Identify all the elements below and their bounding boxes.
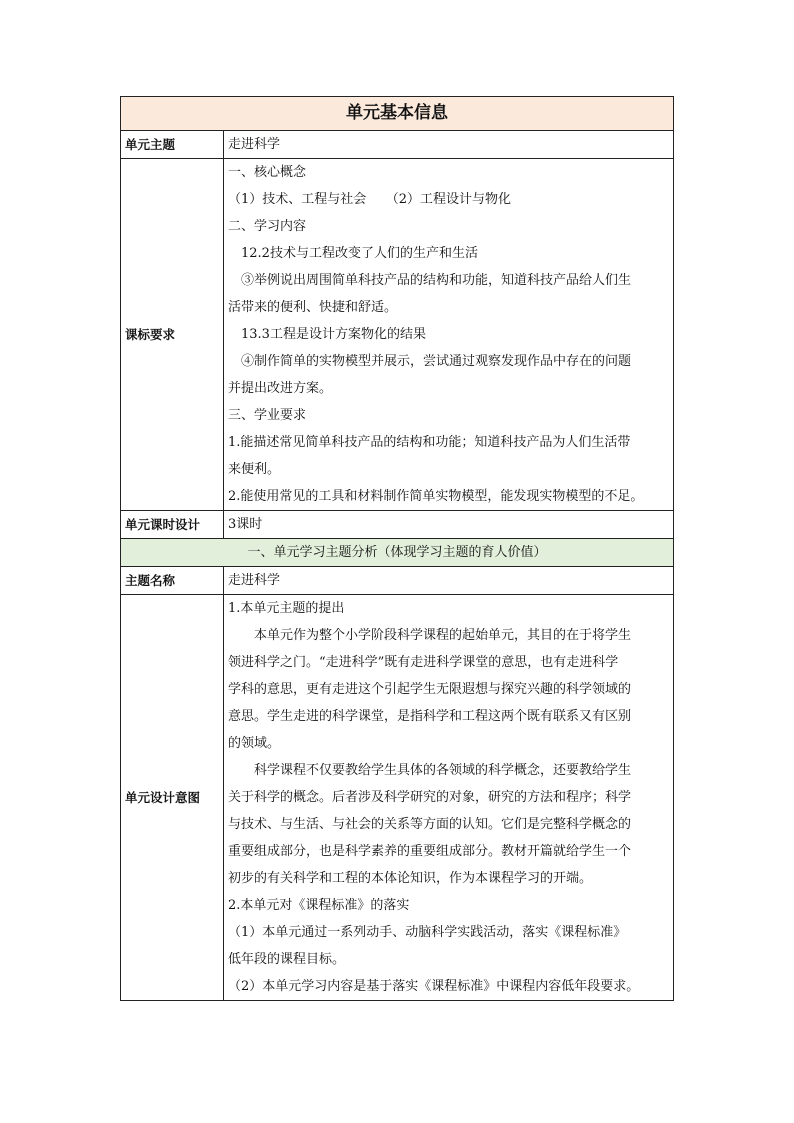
hours-value: 3课时: [224, 511, 674, 539]
standards-line: 二、学习内容: [228, 219, 307, 234]
unit-info-table: [120, 96, 674, 1001]
intent-label: 单元设计意图: [121, 595, 224, 1001]
topic-label: 主题名称: [121, 567, 224, 595]
intent-line: 低年段的课程目标。: [228, 952, 346, 967]
standards-line: 13.3工程是设计方案物化的结果: [241, 327, 426, 342]
intent-line: 1.本单元主题的提出: [228, 601, 345, 616]
intent-line: 的领域。: [228, 736, 281, 751]
intent-line: （1）本单元通过一系列动手、动脑科学实践活动，落实《课程标准》: [228, 925, 627, 940]
intent-line: 本单元作为整个小学阶段科学课程的起始单元，其目的在于将学生: [254, 628, 632, 643]
theme-value: 走进科学: [224, 131, 674, 159]
standards-line: 三、学业要求: [228, 408, 307, 423]
intent-line: 2.本单元对《课程标准》的落实: [228, 898, 410, 913]
intent-line: 意思。学生走进的科学课堂，是指科学和工程这两个既有联系又有区别: [228, 709, 632, 724]
intent-line: 重要组成部分，也是科学素养的重要组成部分。教材开篇就给学生一个: [228, 844, 632, 859]
standards-line: 12.2技术与工程改变了人们的生产和生活: [241, 246, 478, 261]
section-heading: 一、单元学习主题分析（体现学习主题的育人价值）: [121, 539, 674, 567]
standards-line: 一、核心概念: [228, 165, 307, 180]
standards-line: 并提出改进方案。: [228, 381, 333, 396]
intent-line: 学科的意思，更有走进这个引起学生无限遐想与探究兴趣的科学领域的: [228, 682, 632, 697]
intent-line: 关于科学的概念。后者涉及科学研究的对象，研究的方法和程序；科学: [228, 790, 632, 805]
theme-label: 单元主题: [121, 131, 224, 159]
standards-line: 来便利。: [228, 462, 281, 477]
intent-content: [224, 595, 674, 1001]
standards-line: 2.能使用常见的工具和材料制作简单实物模型，能发现实物模型的不足。: [228, 489, 644, 504]
intent-line: 初步的有关科学和工程的本体论知识，作为本课程学习的开端。: [228, 871, 593, 886]
standards-line: ④制作简单的实物模型并展示，尝试通过观察发现作品中存在的问题: [241, 354, 632, 369]
standards-line: 活带来的便利、快捷和舒适。: [228, 300, 398, 315]
standards-content: [224, 159, 674, 511]
intent-line: 领进科学之门。“走进科学”既有走进科学课堂的意思，也有走进科学: [228, 655, 619, 670]
table-title: 单元基本信息: [121, 97, 674, 131]
hours-label: 单元课时设计: [121, 511, 224, 539]
standards-label: 课标要求: [121, 159, 224, 511]
intent-line: 与技术、与生活、与社会的关系等方面的认知。它们是完整科学概念的: [228, 817, 632, 832]
standards-line: （1）技术、工程与社会 （2）工程设计与物化: [228, 192, 512, 207]
standards-line: 1.能描述常见简单科技产品的结构和功能；知道科技产品为人们生活带: [228, 435, 631, 450]
intent-line: 科学课程不仅要教给学生具体的各领域的科学概念，还要教给学生: [254, 763, 632, 778]
standards-line: ③举例说出周围简单科技产品的结构和功能，知道科技产品给人们生: [241, 273, 632, 288]
intent-line: （2）本单元学习内容是基于落实《课程标准》中课程内容低年段要求。: [228, 979, 640, 994]
topic-value: 走进科学: [224, 567, 674, 595]
